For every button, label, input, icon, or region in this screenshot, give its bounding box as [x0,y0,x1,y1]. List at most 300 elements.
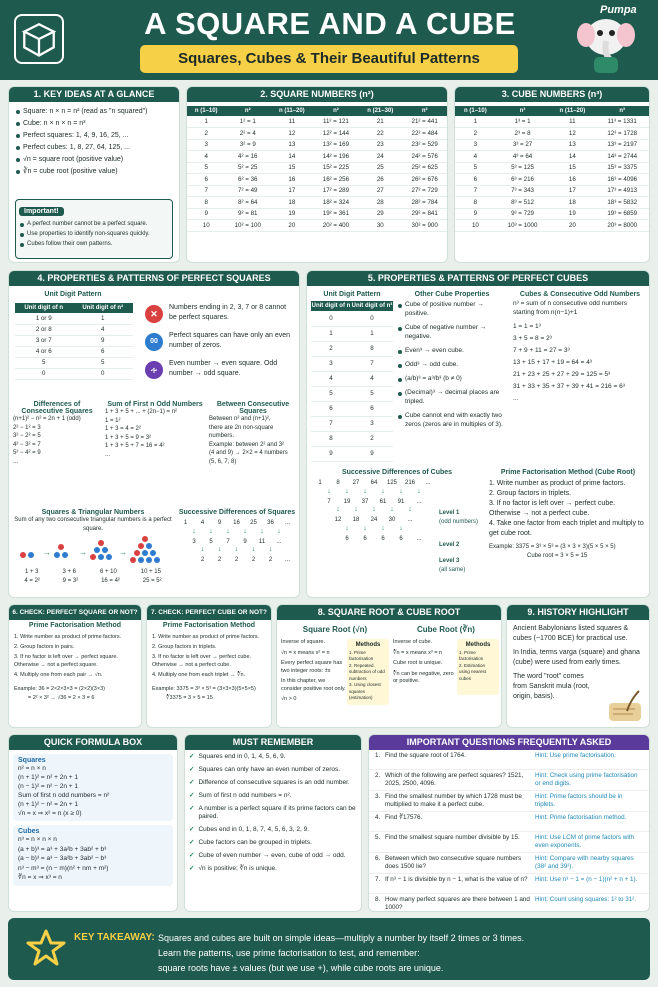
diff-line: ... [13,458,19,465]
faq-hint: Hint: Check using prime factorisation or end digits. [535,772,638,787]
sd-row [177,538,297,547]
cube-unit-digit-title: Unit Digit Pattern [323,291,381,298]
sd-value: 2 [251,557,256,563]
list-item: √n = square root (positive value) [15,154,175,166]
faq-number: 4. [375,814,381,821]
table-header-row [455,106,649,116]
table-cell: 6 [311,401,351,416]
history-line: In India, terms varga (square) and ghana (cube) were used from early times. [513,649,640,666]
history-card [506,604,650,728]
sd-value: 16 [233,520,240,526]
table-header-row [15,303,133,313]
cube-unit-digit-table [311,301,393,462]
svg-text:→: → [119,548,127,557]
table-cell: 16 [270,174,314,186]
table-cell: 3 [351,416,393,431]
diff-line: (n+1)² − n² = 2n + 1 (odd) [13,416,81,422]
table-cell: 12³ = 1728 [595,128,649,140]
table-header-row [187,106,447,116]
root-item: In this chapter, we consider positive root only. [281,678,346,692]
root-item: Every perfect square has two integer roots: ±x [281,660,343,674]
sd-value: 25 [250,520,257,526]
table-cell: 7 [455,185,496,197]
square-unit-digit-table [15,303,133,380]
table-cell: 17 [549,185,595,197]
column-header: Unit digit of n² [73,303,134,313]
diff-line: 5² − 4² = 9 [13,450,41,456]
check-square-sub: Prime Factorisation Method [28,622,122,629]
methods-label: Methods [465,642,491,648]
column-header: n² [314,106,359,116]
down-arrow-icon: ↓ [345,524,349,532]
remember-item [189,792,357,800]
remember-item [189,852,357,860]
faq-number: 7. [375,876,381,883]
table-cell: 1 [73,313,134,324]
formula-squares [13,754,173,821]
down-arrow-icon: ↓ [251,546,256,553]
table-cell: 27 [358,185,402,197]
table-row [187,197,447,209]
table-cell: 7³ = 343 [496,185,550,197]
faq-number: 2. [375,772,381,779]
check-icon: ✓ [189,865,195,872]
cube-odd-line: ... [513,395,519,402]
table-cell: 23² = 529 [402,139,447,151]
tri-sum: 6 + 10 [99,569,117,575]
sd-value: 216 [404,480,415,486]
table-cell: 15 [549,162,595,174]
method-item: 1. Prime factorisation [459,649,484,661]
check-cube-title: 7. CHECK: PERFECT CUBE OR NOT? [147,605,271,620]
arrow-row [329,506,483,513]
tri-sum: 3 + 6 [62,569,76,575]
table-cell: 13² = 169 [314,139,359,151]
table-cell: 1 [351,326,393,341]
table-cell: 8 [187,197,225,209]
svg-text:→: → [79,548,87,557]
table-cell: 9 [73,335,134,346]
key-takeaway-banner [8,918,650,980]
sum-line: 1 = 1² [105,417,121,424]
table-cell: 7² = 49 [225,185,270,197]
sd-value: ... [276,538,282,545]
table-cell: 15 [270,162,314,174]
column-header: n (11–20) [549,106,595,116]
cross-icon: ✕ [145,305,163,323]
sum-line: 1 + 3 = 4 = 2² [105,426,141,432]
table-cell: 10 [187,220,225,232]
faq-title: IMPORTANT QUESTIONS FREQUENTLY ASKED [369,735,649,750]
faq-number: 6. [375,855,381,862]
cube-root-title: Cube Root (∛n) [417,625,475,634]
down-arrow-icon: ↓ [226,527,230,535]
check-cube-card [146,604,272,728]
square-numbers-table [187,106,447,232]
formula-line: √n = x ⇒ x² = n (x ≥ 0) [18,810,82,817]
tri-result: 25 = 5² [142,577,162,584]
table-cell: 14³ = 2744 [595,151,649,163]
sum-odd-numbers [105,401,205,459]
table-row [311,401,393,416]
sd-value: 27 [352,480,360,486]
faq-row [369,812,649,832]
table-cell: 29² = 841 [402,208,447,220]
table-row [187,151,447,163]
remember-text: Cube of even number → even, cube of odd → odd. [198,852,346,859]
faq-number: 3. [375,793,381,800]
table-cell: 14 [549,151,595,163]
table-row [15,368,133,379]
faq-number: 5. [375,834,381,841]
svg-text:→: → [43,548,51,557]
remember-item [189,839,357,847]
cube-odd-line: 31 + 33 + 35 + 37 + 39 + 41 = 216 = 6³ [513,383,625,390]
table-cell: 11 [549,116,595,128]
check-icon: ✓ [189,852,195,859]
table-cell: 18² = 324 [314,197,359,209]
arrow-row [320,488,483,495]
bcs-line: there are 2n non-square [209,424,274,431]
table-cell: 6 [187,174,225,186]
bcs-line: numbers. [209,433,235,439]
table-cell: 3² = 9 [225,139,270,151]
bcs-title: Between Consecutive Squares [216,401,290,415]
sum-line: 1 + 3 + 5 + 7 = 16 = 4² [105,443,165,449]
bcs-line: Between n² and (n+1)², [209,416,271,422]
table-cell: 13 [270,139,314,151]
table-cell: 14 [270,151,314,163]
faq-hint: Hint: Use prime factorisation. [535,752,616,759]
list-item: Perfect squares: 1, 4, 9, 16, 25, ... [15,130,175,142]
cube-odd-line: n³ = sum of n consecutive odd numbers starting from n(n−1)+1 [513,300,627,316]
table-cell: 1² = 1 [225,116,270,128]
table-cell: 0 [311,311,351,326]
table-cell: 12 [270,128,314,140]
fact-text: Perfect squares can have only an even number of zeros. [169,332,291,349]
column-header: n² [402,106,447,116]
check-icon: ✓ [189,839,195,846]
sd-value: 6 [363,535,367,542]
step-line: 1. Write number as product of prime factors. [152,634,260,640]
diff-line: 4² − 3² = 7 [13,441,41,448]
list-item: Use properties to identify non-squares quickly. [19,229,169,239]
faq-hint: Hint: Use n³ − 1 = (n − 1)(n² + n + 1). [535,876,638,883]
root-item: Inverse of cube. [393,639,433,645]
table-row [15,357,133,368]
down-arrow-icon: ↓ [234,546,239,553]
sd-value: 30 [388,517,396,523]
table-cell: 16³ = 4096 [595,174,649,186]
sd-value: 1 [318,480,322,486]
sum-title: Sum of First n Odd Numbers [107,401,203,408]
formula-line: n³ = n × n × n [18,836,57,843]
cube-odd-line: 21 + 23 + 25 + 27 + 29 = 125 = 5³ [513,371,611,378]
table-cell: 24² = 576 [402,151,447,163]
table-cell: 3 or 7 [15,335,73,346]
parity-icon: ∻ [145,361,163,379]
table-cell: 1 [455,116,496,128]
table-cell: 10 [455,220,496,232]
formula-squares-title: Squares [18,757,46,764]
remember-item [189,805,357,821]
check-icon: ✓ [189,826,195,833]
table-row [455,197,649,209]
key-ideas-card [8,86,180,263]
check-icon: ✓ [189,753,195,760]
table-row [311,431,393,446]
sd-value: 37 [361,498,369,505]
table-row [455,128,649,140]
history-line: The word "root" comes from Sanskrit mula (root, origin, basis). [513,673,590,700]
column-header: n (11–20) [270,106,314,116]
step-line: 2. Group factors in triplets. [152,644,217,650]
tri-result: 4 = 2² [24,577,40,584]
table-cell: 26² = 676 [402,174,447,186]
table-cell: 30² = 900 [402,220,447,232]
table-cell: 19 [549,208,595,220]
faq-row [369,770,649,791]
table-cell: 11³ = 1331 [595,116,649,128]
must-remember-title: MUST REMEMBER [185,735,361,750]
scroll-quill-icon [605,689,647,725]
table-row [455,220,649,232]
table-cell: 11 [270,116,314,128]
method-item: 3. Using closest squares (estimation) [349,682,381,700]
table-cell: 12² = 144 [314,128,359,140]
down-arrow-icon: ↓ [327,487,331,495]
tri-results [13,577,173,586]
root-item: √n = x means x² = n [281,649,330,656]
table-cell: 5 [15,357,73,368]
list-item: Cube: n × n × n = n³ [15,118,175,130]
table-cell: 17² = 289 [314,185,359,197]
check-icon: ✓ [189,805,195,812]
table-cell: 7 [187,185,225,197]
table-cell: 1 [187,116,225,128]
roots-title: 8. SQUARE ROOT & CUBE ROOT [277,605,501,620]
step-line: 2. Group factors in pairs. [14,644,75,650]
pf-step: 4. Take one factor from each triplet and multiply to get cube root. [489,520,644,537]
square-numbers-title: 2. SQUARE NUMBERS (n²) [187,87,447,102]
table-cell: 5² = 25 [225,162,270,174]
quick-formula-title: QUICK FORMULA BOX [9,735,177,750]
roots-card [276,604,502,728]
square-properties-title: 4. PROPERTIES & PATTERNS OF PERFECT SQUARES [9,271,299,286]
list-item: ∛n = cube root (positive value) [15,166,175,178]
table-row [455,151,649,163]
arrow-row [186,528,298,535]
faq-question: Find the square root of 1764. [385,752,466,759]
square-properties-card [8,270,300,598]
sd-value: 36 [267,520,274,526]
table-cell: 11² = 121 [314,116,359,128]
cube-methods-box [457,639,499,695]
faq-row [369,832,649,853]
sd-row [311,479,483,488]
table-row [15,346,133,357]
sd-value: ... [407,517,413,523]
sd-row [311,498,483,507]
check-square-title: 6. CHECK: PERFECT SQUARE OR NOT? [9,605,141,620]
sd-value: 7 [226,538,230,545]
remember-item [189,826,357,834]
down-arrow-icon: ↓ [399,524,403,532]
zeros-icon: 00 [145,333,163,351]
faq-row [369,791,649,812]
table-cell: 22² = 484 [402,128,447,140]
root-item: ∛n = x means x³ = n [393,649,443,656]
table-row [187,208,447,220]
list-item: A perfect number cannot be a perfect square. [19,219,169,229]
formula-line: (n + 1)² = n² + 2n + 1 [18,774,78,781]
level-label: Level 3 [439,558,460,564]
column-header: n (1–10) [455,106,496,116]
list-item: Cube cannot end with exactly two zeros (zeros are in multiples of 3). [397,411,507,429]
formula-line: (n − 1)² = n² − 2n + 1 [18,783,78,790]
square-numbers-card [186,86,448,263]
arrow-row [194,546,297,553]
table-cell: 4² = 16 [225,151,270,163]
table-cell: 1 [311,326,351,341]
step-line: 4. Multiply one from each pair → √n. [14,672,103,678]
remember-text: A number is a perfect square if its prime factors can be paired. [198,805,356,820]
table-cell: 4 [455,151,496,163]
table-cell: 20² = 400 [314,220,359,232]
list-item: Square: n × n = n² (read as "n squared") [15,106,175,118]
table-cell: 6 [73,346,134,357]
down-arrow-icon: ↓ [417,487,421,495]
table-cell: 17³ = 4913 [595,185,649,197]
step-line: 4. Multiply one from each triplet → ∛n. [152,672,246,678]
diff-line: 3² − 2² = 5 [13,433,41,439]
down-arrow-icon: ↓ [268,546,273,553]
formula-line: (n + 1)² − n² = 2n + 1 [18,801,78,808]
table-cell: 19³ = 6859 [595,208,649,220]
successive-diff-cubes [311,469,483,573]
fact-text: Numbers ending in 2, 3, 7 or 8 cannot be perfect squares. [169,304,287,321]
column-header: n (1–10) [187,106,225,116]
cubes-consecutive-odd [513,291,647,405]
remember-text: Cube factors can be grouped in triplets. [198,839,312,846]
column-header: n² [225,106,270,116]
step-line: 3. If no factor is left over → perfect square. Otherwise → not a perfect square. [14,654,118,668]
down-arrow-icon: ↓ [390,506,394,513]
list-item: Cubes follow their own patterns. [19,239,169,249]
sd-value: 1 [183,520,188,526]
table-cell: 28² = 784 [402,197,447,209]
sd-value: 125 [386,480,397,486]
table-cell: 9 [455,208,496,220]
cube-odd-line: 3 + 5 = 8 = 2³ [513,335,552,342]
list-item: (Decimal)³ → decimal places are tripled. [397,388,507,406]
table-row [311,371,393,386]
faq-number: 8. [375,896,381,903]
table-cell: 5 [455,162,496,174]
root-item: ∛n can be negative, zero or positive. [393,670,454,684]
table-cell: 4 [73,324,134,335]
table-cell: 21² = 441 [402,116,447,128]
level-label: Level 2 [439,542,460,548]
table-cell: 3³ = 27 [496,139,550,151]
table-cell: 4 [351,371,393,386]
down-arrow-icon: ↓ [345,487,349,495]
formula-line: (a + b)³ = a³ + 3a²b + 3ab² + b³ [18,845,107,853]
page-subtitle: Squares, Cubes & Their Beautiful Patterns [140,45,518,73]
takeaway-line: Squares and cubes are built on simple ideas—multiply a number by itself 2 times or 3 times. [158,933,525,943]
table-cell: 12 [549,128,595,140]
result-line: ∛3375 = 3 × 5 = 15 [166,694,213,701]
cube-properties-card [306,270,650,598]
faq-card [368,734,650,912]
sd-value: ... [416,498,422,505]
down-arrow-icon: ↓ [372,506,376,513]
table-row [311,386,393,401]
formula-cubes-title: Cubes [18,828,40,835]
square-methods-box [347,639,389,705]
down-arrow-icon: ↓ [217,546,222,553]
sd-value: 9 [217,520,222,526]
faq-number: 1. [375,752,381,759]
formula-cubes [13,825,173,886]
table-cell: 9 [311,446,351,461]
quick-formula-card [8,734,178,912]
table-row [455,185,649,197]
tri-title: Squares & Triangular Numbers [41,509,145,516]
square-root-title: Square Root (√n) [302,625,368,634]
table-cell: 2 or 8 [15,324,73,335]
sdc-title: Successive Differences of Cubes [341,469,453,476]
sd-value: ... [416,535,422,542]
table-cell: 13³ = 2197 [595,139,649,151]
sd-value: 5 [209,538,213,545]
sd-row [177,519,297,528]
cube-odd-line: 13 + 15 + 17 + 19 = 64 = 4³ [513,359,592,366]
table-cell: 8² = 64 [225,197,270,209]
methods-label: Methods [355,642,381,648]
formula-line: n² = n × n [18,765,46,772]
sd-value: 2 [268,557,273,563]
table-cell: 10³ = 1000 [496,220,550,232]
table-cell: 2² = 4 [225,128,270,140]
table-cell: 1³ = 1 [496,116,550,128]
faq-question: Find the smallest number by which 1728 must be multiplied to make it a perfect cube. [385,793,522,808]
table-row [311,446,393,461]
table-cell: 27² = 729 [402,185,447,197]
key-ideas-list [15,106,175,178]
header [0,0,658,80]
faq-question: Which of the following are perfect squares? 1521, 2025, 2500, 4096. [385,772,524,787]
column-header: n (21–30) [358,106,402,116]
pf-step: 1. Write number as product of prime factors. [489,480,626,487]
example-line: Example: 3375 = 3³ × 5³ = (3×3×3)(5×5×5) [152,686,256,692]
remember-item [189,779,357,787]
level-label: Level 1 [439,510,460,516]
table-cell: 15² = 225 [314,162,359,174]
remember-item [189,753,357,761]
remember-text: Sum of first n odd numbers = n². [198,792,292,799]
down-arrow-icon: ↓ [363,487,367,495]
page-title: A SQUARE AND A CUBE [144,6,516,41]
sd-value: 11 [258,538,266,545]
bcs-line: Example: between 2² and 3² [209,441,285,448]
column-header: Unit digit of n [15,303,73,313]
method-item: 2. Estimation using nearest cubes [459,662,487,681]
table-cell: 23 [358,139,402,151]
table-cell: 25² = 625 [402,162,447,174]
table-cell: 0 [73,368,134,379]
tri-result: 9 = 3² [62,577,79,584]
